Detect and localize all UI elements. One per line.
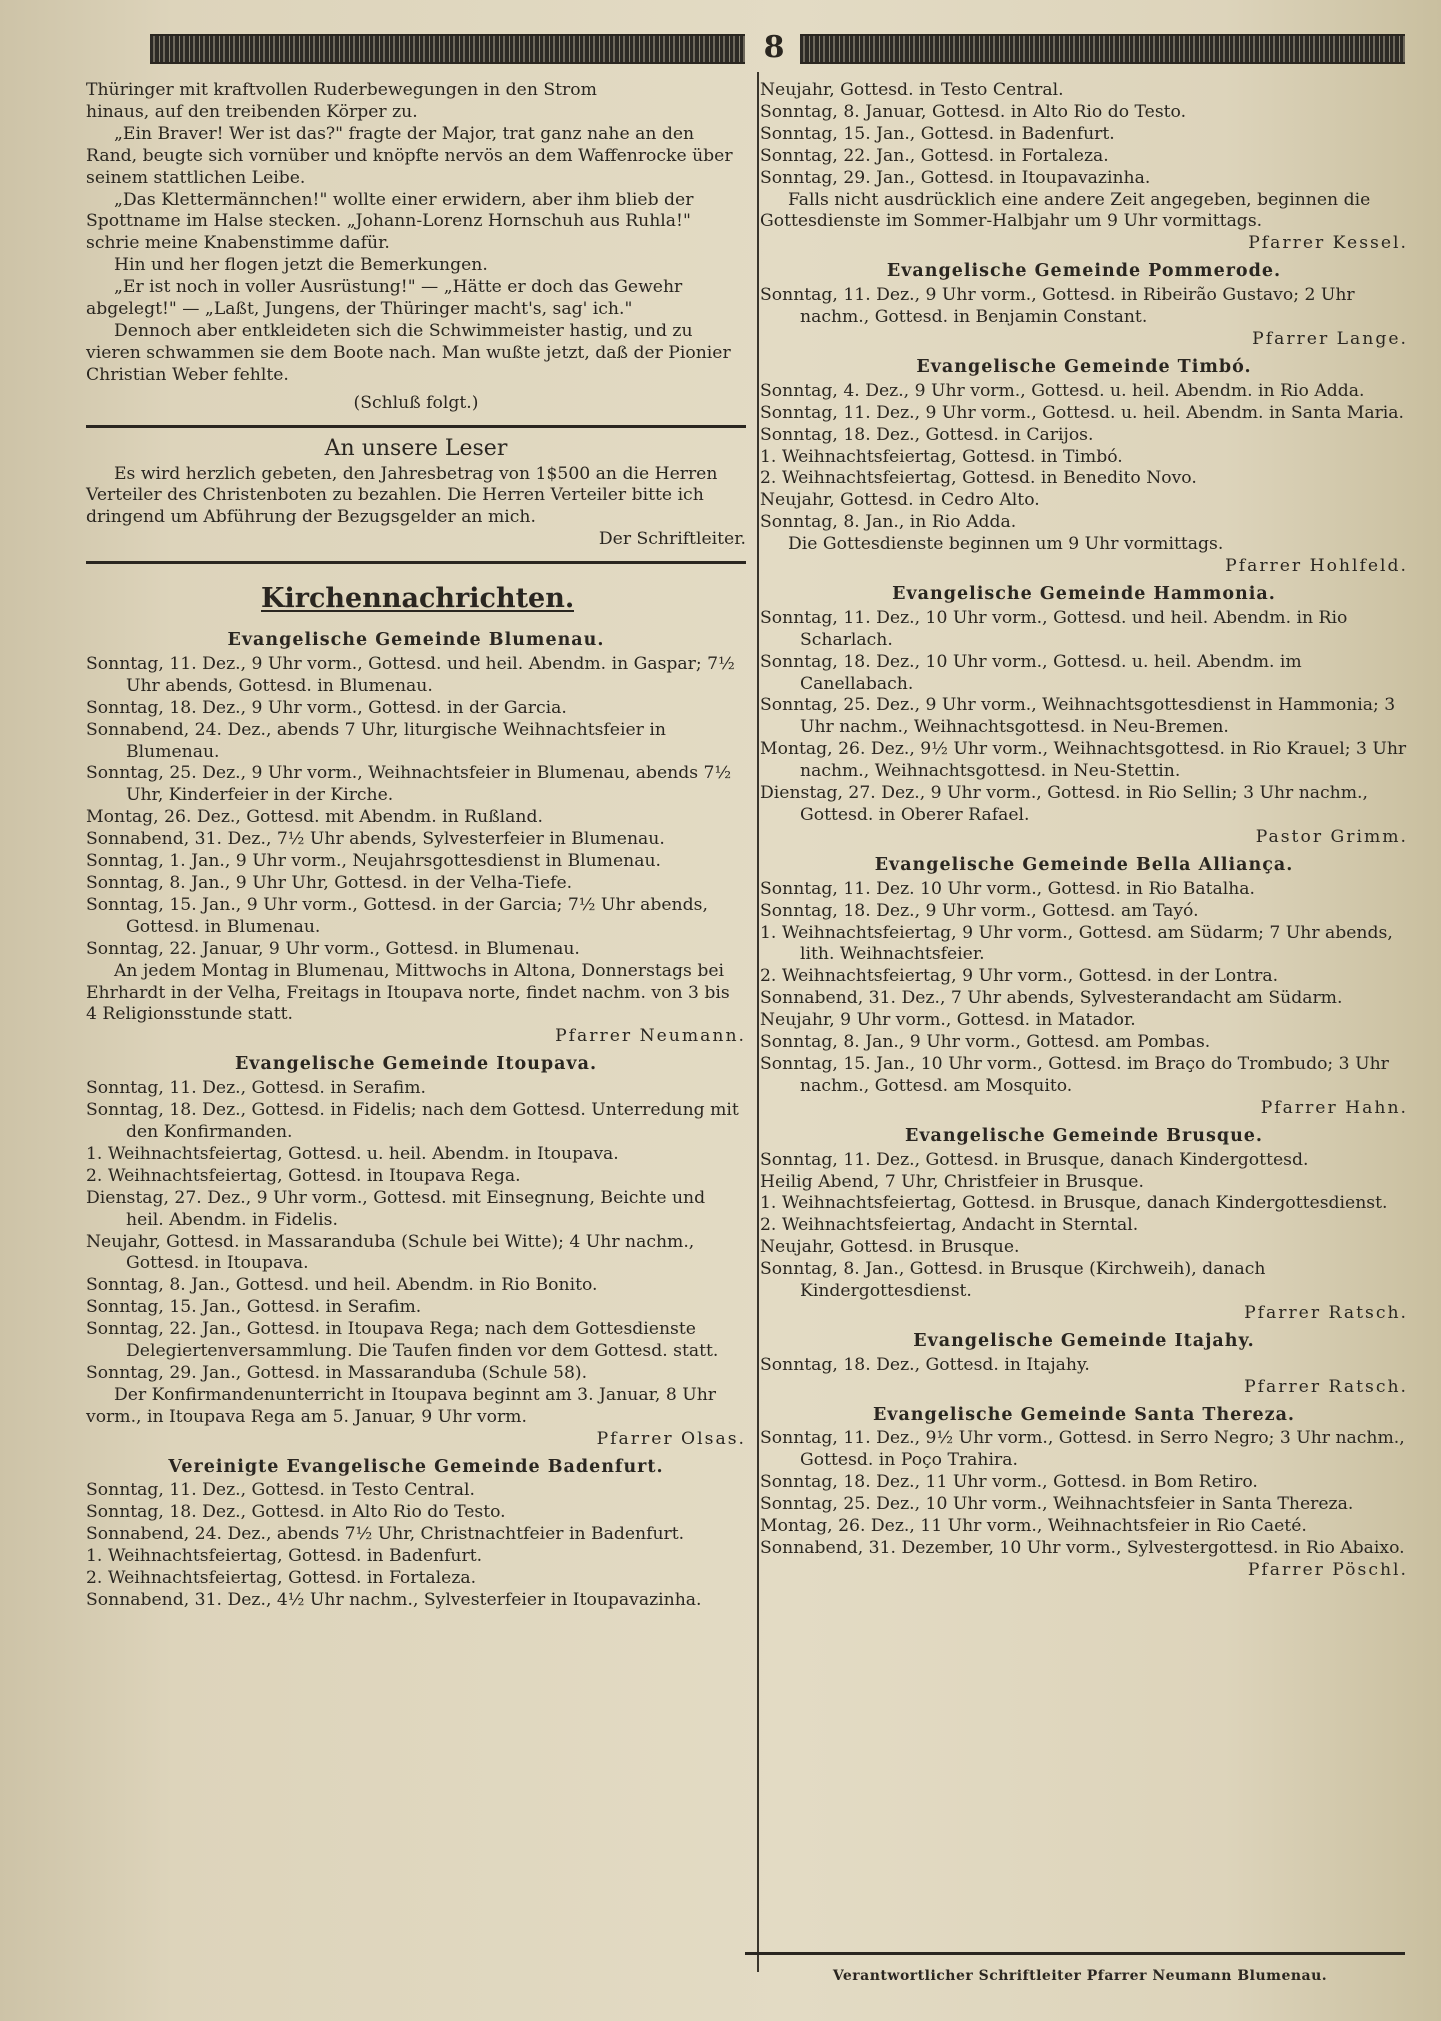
congregation-name: Evangelische Gemeinde Timbó. xyxy=(916,356,1252,377)
pastor-signature: Pfarrer Pöschl. xyxy=(1247,1559,1408,1580)
service-entry: Sonntag, 18. Dez., 9 Uhr vorm., Gottesd. in der Garcia. xyxy=(86,697,567,718)
service-entry: Sonntag, 11. Dez., 10 Uhr vorm., Gottesd. und heil. Abendm. in Rio Scharlach. xyxy=(760,607,1348,650)
service-entry: Sonntag, 15. Jan., Gottesd. in Serafim. xyxy=(86,1297,422,1318)
notice-box xyxy=(86,435,746,552)
notice-signature: Der Schriftleiter. xyxy=(598,529,746,550)
service-entry: Neujahr, Gottesd. in Brusque. xyxy=(760,1237,1020,1258)
service-entry: 2. Weihnachtsfeiertag, Gottesd. in Benedito Novo. xyxy=(760,468,1197,489)
service-entry: 1. Weihnachtsfeiertag, Gottesd. in Badenfurt. xyxy=(86,1546,483,1567)
congregation-name: Evangelische Gemeinde Pommerode. xyxy=(886,261,1282,282)
congregation-note: Falls nicht ausdrücklich eine andere Zeit angegeben, beginnen die Gottesdienste im Sommer-Halbjahr um 9 Uhr vormittags. xyxy=(760,189,1371,232)
service-entry: 2. Weihnachtsfeiertag, Andacht in Sterntal. xyxy=(760,1215,1139,1236)
service-entry: 1. Weihnachtsfeiertag, 9 Uhr vorm., Gottesd. am Südarm; 7 Uhr abends, lith. Weihnachtsfeier. xyxy=(760,922,1393,965)
service-entry: Dienstag, 27. Dez., 9 Uhr vorm., Gottesd. mit Einsegnung, Beichte und heil. Abendm. in Fidelis. xyxy=(86,1187,706,1230)
pastor-signature: Pfarrer Hahn. xyxy=(1260,1097,1408,1118)
service-entry: Sonntag, 4. Dez., 9 Uhr vorm., Gottesd. u. heil. Abendm. in Rio Adda. xyxy=(760,380,1365,401)
service-entry: Heilig Abend, 7 Uhr, Christfeier in Brusque. xyxy=(760,1171,1144,1192)
service-entry: Sonntag, 15. Jan., 9 Uhr vorm., Gottesd. in der Garcia; 7½ Uhr abends, Gottesd. in Blumenau. xyxy=(86,894,708,937)
service-entry: 1. Weihnachtsfeiertag, Gottesd. u. heil. Abendm. in Itoupava. xyxy=(86,1143,619,1164)
congregation-block xyxy=(760,1405,1408,1582)
service-entry: Sonntag, 25. Dez., 9 Uhr vorm., Weihnachtsfeier in Blumenau, abends 7½ Uhr, Kinderfeier in der Kirche. xyxy=(86,763,732,806)
service-entry: Neujahr, Gottesd. in Cedro Alto. xyxy=(760,490,1040,511)
congregation-block xyxy=(760,855,1408,1120)
service-entry: Sonnabend, 24. Dez., abends 7½ Uhr, Christnachtfeier in Badenfurt. xyxy=(86,1524,685,1545)
service-entry: Sonntag, 15. Jan., 10 Uhr vorm., Gottesd. im Braço do Trombudo; 3 Uhr nachm., Gottesd. am Mosquito. xyxy=(760,1053,1389,1096)
service-entry: Sonntag, 11. Dez., 9 Uhr vorm., Gottesd. und heil. Abendm. in Gaspar; 7½ Uhr abends, Gottesd. in Blumenau. xyxy=(86,653,735,696)
right-column xyxy=(760,80,1408,1582)
pastor-signature: Pfarrer Ratsch. xyxy=(1244,1376,1408,1397)
footer-imprint: Verantwortlicher Schriftleiter Pfarrer Neumann Blumenau. xyxy=(832,1968,1328,1984)
congregation-block xyxy=(760,1331,1408,1399)
congregation-name: Evangelische Gemeinde Itajahy. xyxy=(913,1330,1255,1351)
service-entry: Sonntag, 11. Dez., Gottesd. in Testo Central. xyxy=(86,1480,475,1501)
congregation-block xyxy=(86,1457,746,1612)
left-congregation-list xyxy=(86,630,746,1612)
congregation-block xyxy=(760,584,1408,849)
right-congregation-list xyxy=(760,261,1408,1582)
congregation-name: Evangelische Gemeinde Brusque. xyxy=(904,1125,1264,1146)
pastor-signature: Pfarrer Hohlfeld. xyxy=(1225,556,1408,577)
header-ornament-right xyxy=(800,34,1405,64)
service-entry: Sonntag, 22. Jan., Gottesd. in Itoupava Rega; nach dem Gottesdienste Delegiertenversammlung. Die Taufen finden vor dem Gottesd. statt. xyxy=(86,1319,719,1362)
service-entry: Sonntag, 18. Dez., 9 Uhr vorm., Gottesd. am Tayó. xyxy=(760,900,1199,921)
service-entry: Sonntag, 22. Jan., Gottesd. in Fortaleza. xyxy=(760,145,1109,166)
congregation-note: An jedem Montag in Blumenau, Mittwochs in Altona, Donnerstags bei Ehrhardt in der Velha, Freitags in Itoupava norte, findet nachm. von 3 bis 4 Religionsstunde statt. xyxy=(86,960,730,1025)
service-entry: Sonntag, 8. Januar, Gottesd. in Alto Rio do Testo. xyxy=(760,101,1187,122)
service-entry: Sonntag, 11. Dez., 9½ Uhr vorm., Gottesd. in Serro Negro; 3 Uhr nachm., Gottesd. in Poço Trahira. xyxy=(760,1428,1405,1471)
service-entry: Sonntag, 8. Jan., Gottesd. in Brusque (Kirchweih), danach Kindergottesdienst. xyxy=(760,1259,1266,1302)
service-entry: Sonntag, 18. Dez., 11 Uhr vorm., Gottesd. in Bom Retiro. xyxy=(760,1472,1258,1493)
service-entry: Neujahr, 9 Uhr vorm., Gottesd. in Matador. xyxy=(760,1010,1136,1031)
service-entry: Sonntag, 22. Januar, 9 Uhr vorm., Gottesd. in Blumenau. xyxy=(86,938,580,959)
congregation-name: Vereinigte Evangelische Gemeinde Badenfurt. xyxy=(168,1456,664,1477)
congregation-name: Evangelische Gemeinde Santa Thereza. xyxy=(872,1404,1296,1425)
service-entry: Sonntag, 11. Dez., Gottesd. in Serafim. xyxy=(86,1078,427,1099)
service-entry: Sonntag, 18. Dez., 10 Uhr vorm., Gottesd. u. heil. Abendm. im Canellabach. xyxy=(760,651,1302,694)
congregation-note: Die Gottesdienste beginnen um 9 Uhr vormittags. xyxy=(788,534,1224,555)
congregation-block xyxy=(760,1126,1408,1325)
left-column xyxy=(86,80,746,1612)
notice-text: Es wird herzlich gebeten, den Jahresbetrag von 1$500 an die Herren Verteiler des Christenboten zu bezahlen. Die Herren Verteiler bitte ich dringend um Abführung der Bezugsgelder an mich. xyxy=(86,463,718,528)
section-title: Kirchennachrichten. xyxy=(261,583,575,615)
story-paragraph: „Ein Braver! Wer ist das?" fragte der Major, trat ganz nahe an den Rand, beugte sich vornüber und knöpfte nervös an dem Waffenrocke über seinem stattlichen Leibe. xyxy=(86,123,733,188)
footer-rule xyxy=(745,1952,1405,1955)
service-entry: 1. Weihnachtsfeiertag, Gottesd. in Brusque, danach Kindergottesdienst. xyxy=(760,1193,1388,1214)
pastor-signature: Pfarrer Ratsch. xyxy=(1244,1302,1408,1323)
service-entry: 1. Weihnachtsfeiertag, Gottesd. in Timbó. xyxy=(760,446,1123,467)
story-continuation xyxy=(86,80,746,415)
service-entry: 2. Weihnachtsfeiertag, 9 Uhr vorm., Gottesd. in der Lontra. xyxy=(760,966,1279,987)
service-entry: Montag, 26. Dez., Gottesd. mit Abendm. in Rußland. xyxy=(86,807,543,828)
story-end-note: (Schluß folgt.) xyxy=(353,392,479,413)
service-entry: Sonnabend, 31. Dez., 4½ Uhr nachm., Sylvesterfeier in Itoupavazinha. xyxy=(86,1590,702,1610)
divider xyxy=(86,425,746,428)
service-entry: Neujahr, Gottesd. in Massaranduba (Schule bei Witte); 4 Uhr nachm., Gottesd. in Itoupava. xyxy=(86,1231,695,1274)
pastor-signature: Pfarrer Neumann. xyxy=(555,1026,746,1047)
story-paragraph: „Er ist noch in voller Ausrüstung!" — „Hätte er doch das Gewehr abgelegt!" — „Laßt, Jungens, der Thüringer macht's, sag' ich." xyxy=(86,277,683,320)
pastor-signature: Pfarrer Kessel. xyxy=(1248,233,1408,254)
page-number: 8 xyxy=(763,30,785,65)
story-line: hinaus, auf den treibenden Körper zu. xyxy=(86,101,418,122)
service-entry: Sonntag, 18. Dez., Gottesd. in Carijos. xyxy=(760,424,1094,445)
story-paragraph: Dennoch aber entkleideten sich die Schwimmeister hastig, und zu vieren schwammen sie dem Boote nach. Man wußte jetzt, daß der Pionier Christian Weber fehlte. xyxy=(86,320,731,385)
service-entry: Sonntag, 11. Dez., 9 Uhr vorm., Gottesd. in Ribeirão Gustavo; 2 Uhr nachm., Gottesd. in Benjamin Constant. xyxy=(760,285,1355,328)
service-entry: Sonntag, 8. Jan., 9 Uhr vorm., Gottesd. am Pombas. xyxy=(760,1032,1211,1053)
header-ornament-left xyxy=(150,34,745,64)
service-entry: Sonntag, 18. Dez., Gottesd. in Alto Rio do Testo. xyxy=(86,1502,506,1523)
service-entry: Montag, 26. Dez., 11 Uhr vorm., Weihnachtsfeier in Rio Caeté. xyxy=(760,1516,1307,1537)
divider xyxy=(86,561,746,564)
congregation-name: Evangelische Gemeinde Blumenau. xyxy=(227,630,605,651)
service-entry: Neujahr, Gottesd. in Testo Central. xyxy=(760,80,1064,100)
service-entry: Montag, 26. Dez., 9½ Uhr vorm., Weihnachtsgottesd. in Rio Krauel; 3 Uhr nachm., Weihnachtsgottesd. in Neu-Stettin. xyxy=(760,739,1407,782)
service-entry: Sonntag, 25. Dez., 10 Uhr vorm., Weihnachtsfeier in Santa Thereza. xyxy=(760,1494,1354,1515)
congregation-block xyxy=(760,261,1408,351)
service-entry: Sonntag, 18. Dez., Gottesd. in Fidelis; nach dem Gottesd. Unterredung mit den Konfirmanden. xyxy=(86,1100,739,1142)
service-entry: Sonntag, 29. Jan., Gottesd. in Itoupavazinha. xyxy=(760,167,1151,188)
service-entry: Sonntag, 11. Dez., 9 Uhr vorm., Gottesd. u. heil. Abendm. in Santa Maria. xyxy=(760,402,1404,423)
congregation-name: Evangelische Gemeinde Bella Alliança. xyxy=(874,854,1294,875)
story-paragraph: „Das Klettermännchen!" wollte einer erwidern, aber ihm blieb der Spottname im Halse stecken. „Johann-Lorenz Hornschuh aus Ruhla!" schrie meine Knabenstimme dafür. xyxy=(86,189,694,254)
service-entry: Sonntag, 29. Jan., Gottesd. in Massaranduba (Schule 58). xyxy=(86,1362,588,1383)
service-entry: Sonnabend, 31. Dezember, 10 Uhr vorm., Sylvestergottesd. in Rio Abaixo. xyxy=(760,1538,1405,1558)
service-entry: Sonntag, 8. Jan., 9 Uhr Uhr, Gottesd. in der Velha-Tiefe. xyxy=(86,873,573,893)
congregation-name: Evangelische Gemeinde Hammonia. xyxy=(892,583,1276,604)
congregation-note: Der Konfirmandenunterricht in Itoupava beginnt am 3. Januar, 8 Uhr vorm., in Itoupava Rega am 5. Januar, 9 Uhr vorm. xyxy=(86,1384,716,1427)
story-paragraph: Hin und her flogen jetzt die Bemerkungen. xyxy=(114,255,488,276)
service-entry: Sonntag, 8. Jan., in Rio Adda. xyxy=(760,512,1017,533)
badenfurt-continuation xyxy=(760,80,1408,255)
service-entry: Sonnabend, 24. Dez., abends 7 Uhr, liturgische Weihnachtsfeier in Blumenau. xyxy=(86,719,666,762)
congregation-block xyxy=(760,357,1408,578)
notice-title: An unsere Leser xyxy=(324,435,508,461)
service-entry: 2. Weihnachtsfeiertag, Gottesd. in Itoupava Rega. xyxy=(86,1165,521,1186)
service-entry: Sonntag, 15. Jan., Gottesd. in Badenfurt. xyxy=(760,123,1115,144)
congregation-block xyxy=(86,630,746,1048)
service-entry: 2. Weihnachtsfeiertag, Gottesd. in Fortaleza. xyxy=(86,1568,477,1589)
column-divider xyxy=(757,72,759,1972)
service-entry: Sonnabend, 31. Dez., 7 Uhr abends, Sylvesterandacht am Südarm. xyxy=(760,988,1343,1009)
pastor-signature: Pastor Grimm. xyxy=(1255,826,1408,847)
service-entry: Sonntag, 8. Jan., Gottesd. und heil. Abendm. in Rio Bonito. xyxy=(86,1275,598,1296)
service-entry: Sonntag, 11. Dez. 10 Uhr vorm., Gottesd. in Rio Batalha. xyxy=(760,878,1256,899)
service-entry: Sonntag, 11. Dez., Gottesd. in Brusque, danach Kindergottesd. xyxy=(760,1149,1309,1170)
service-entry: Dienstag, 27. Dez., 9 Uhr vorm., Gottesd. in Rio Sellin; 3 Uhr nachm., Gottesd. in Oberer Rafael. xyxy=(760,783,1368,825)
service-entry: Sonntag, 1. Jan., 9 Uhr vorm., Neujahrsgottesdienst in Blumenau. xyxy=(86,851,661,872)
service-entry: Sonnabend, 31. Dez., 7½ Uhr abends, Sylvesterfeier in Blumenau. xyxy=(86,829,665,850)
service-entry: Sonntag, 25. Dez., 9 Uhr vorm., Weihnachtsgottesdienst in Hammonia; 3 Uhr nachm., Weihnachtsgottesd. in Neu-Bremen. xyxy=(760,695,1396,738)
pastor-signature: Pfarrer Lange. xyxy=(1252,328,1408,349)
congregation-name: Evangelische Gemeinde Itoupava. xyxy=(234,1054,598,1075)
pastor-signature: Pfarrer Olsas. xyxy=(596,1428,746,1449)
service-entry: Sonntag, 18. Dez., Gottesd. in Itajahy. xyxy=(760,1354,1090,1375)
congregation-block xyxy=(86,1054,746,1450)
story-line: Thüringer mit kraftvollen Ruderbewegungen in den Strom xyxy=(86,80,597,100)
